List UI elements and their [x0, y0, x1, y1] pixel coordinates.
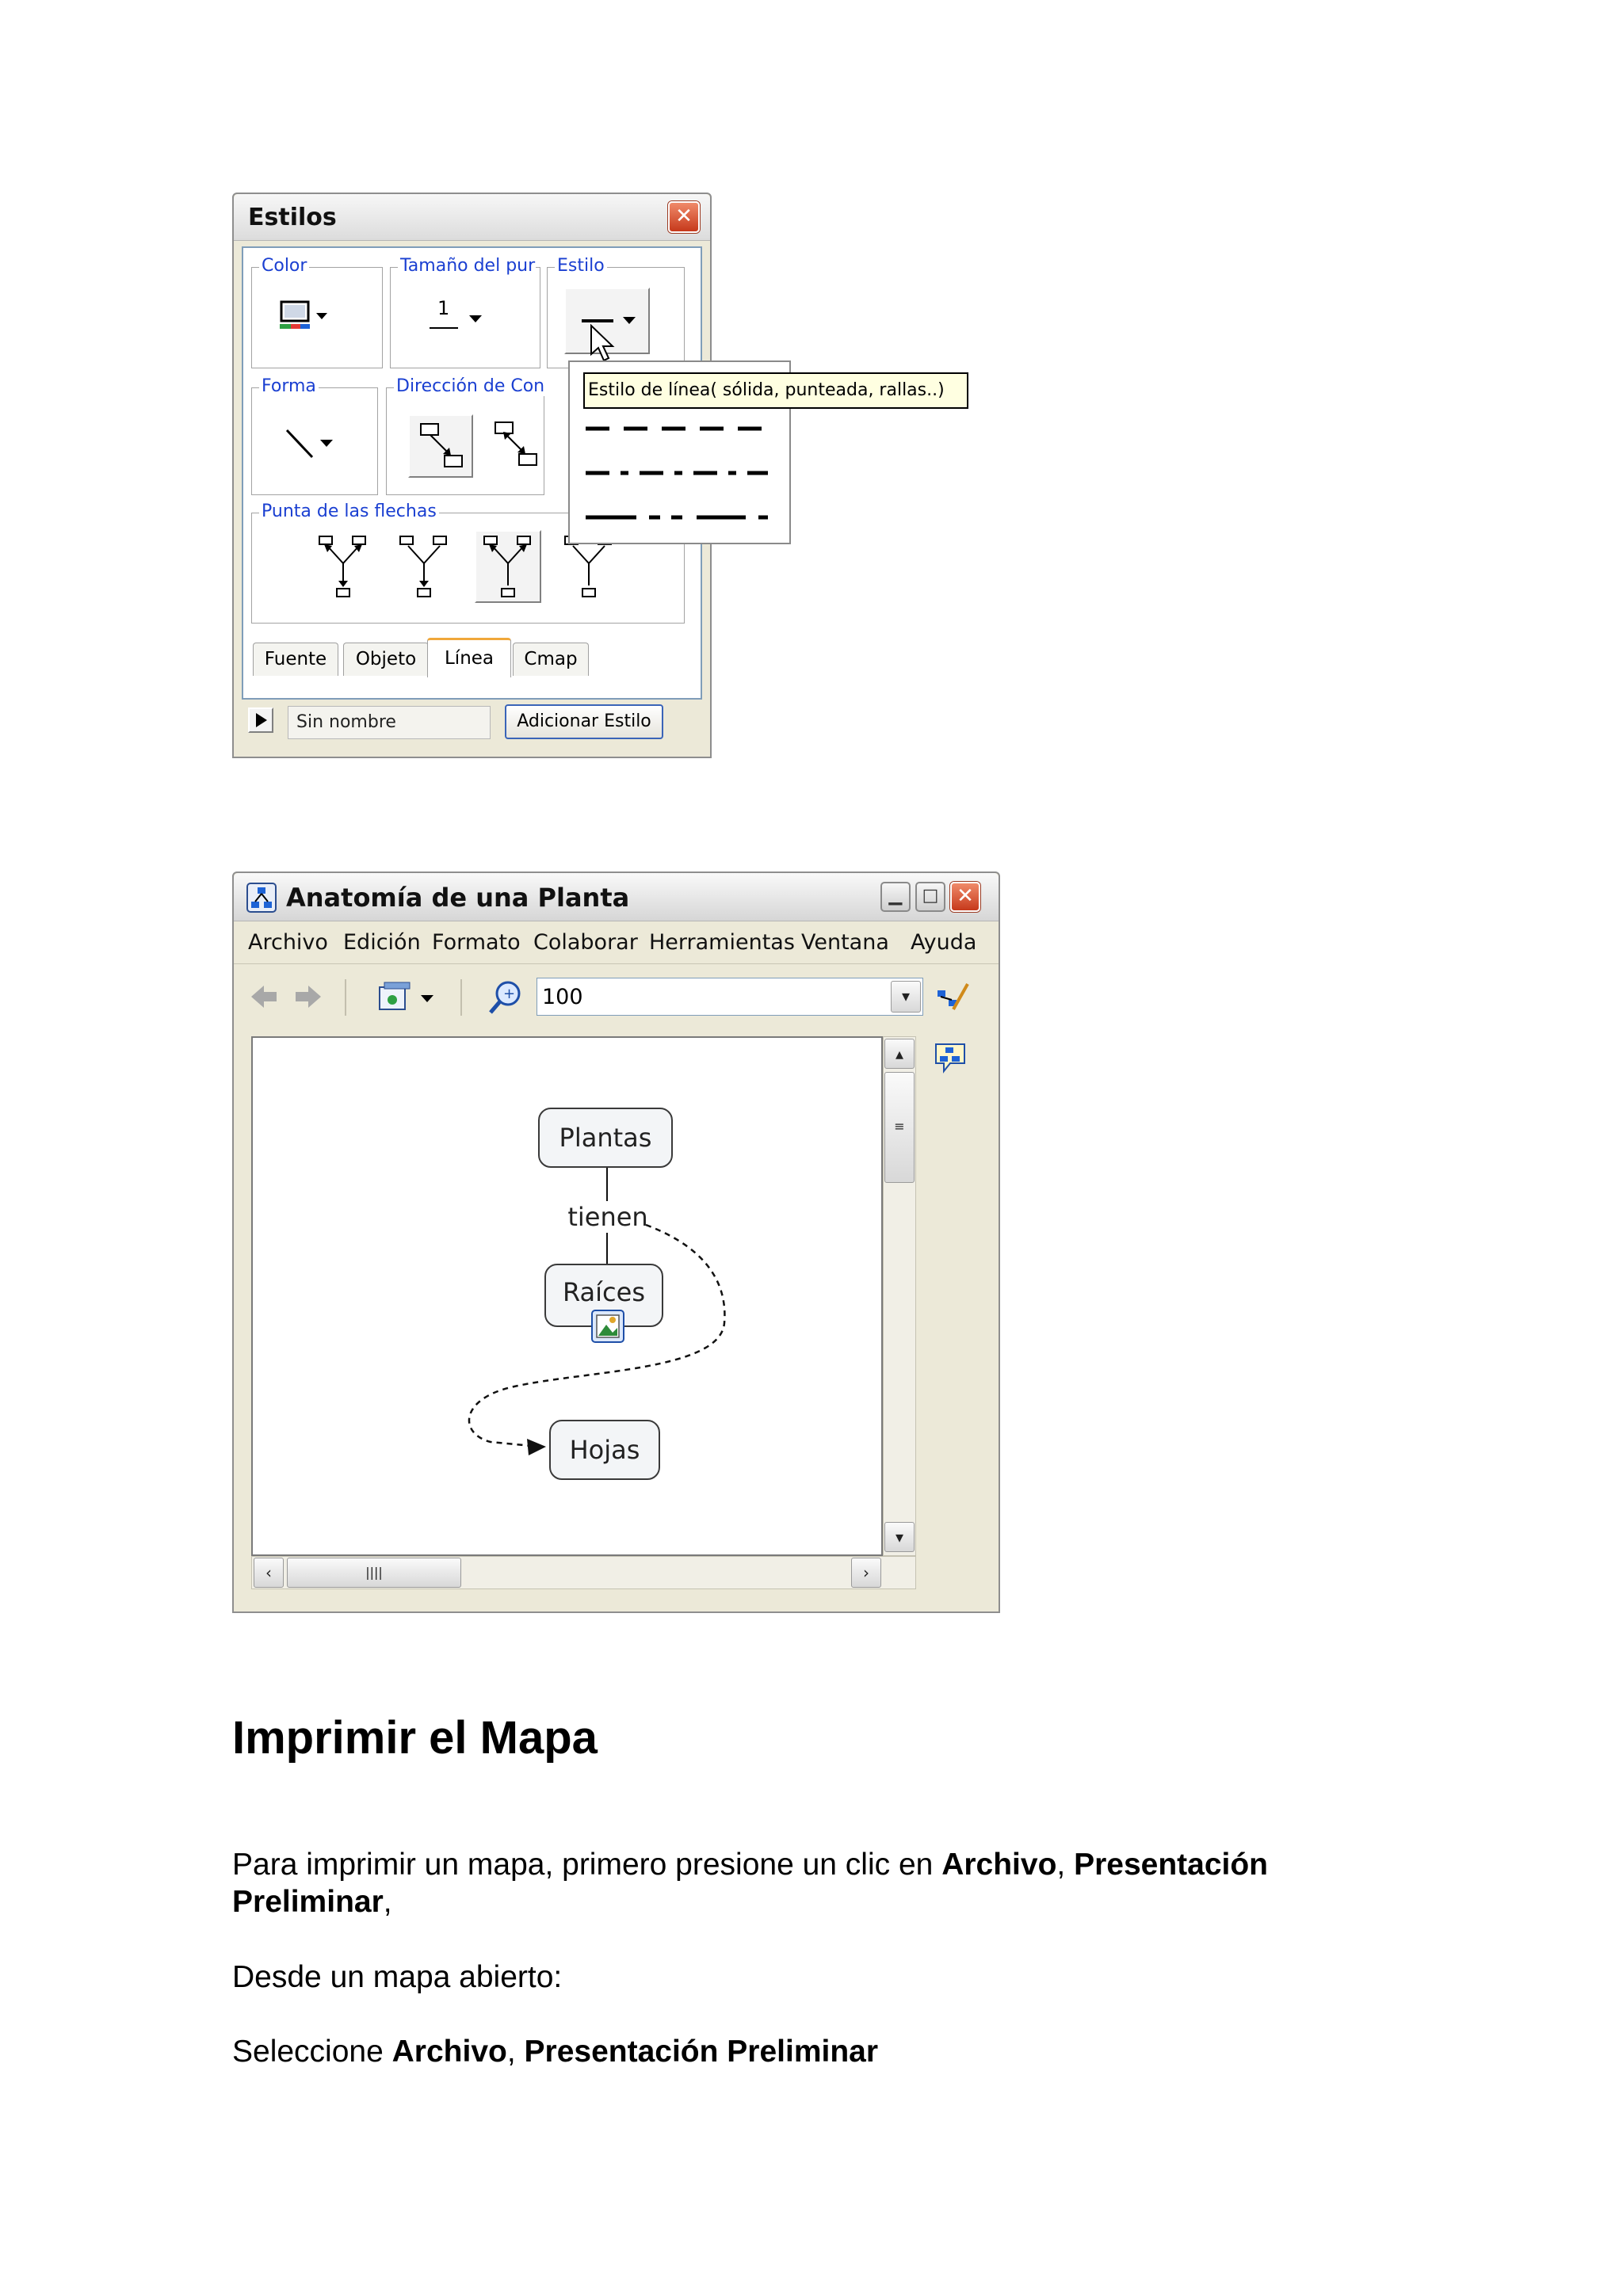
- arrowhead-icon: [315, 533, 372, 601]
- arrowhead-icon: [395, 533, 453, 601]
- menu-formato[interactable]: Formato: [432, 930, 521, 955]
- tab-fuente[interactable]: Fuente: [253, 643, 338, 676]
- shape-group-label: Forma: [259, 376, 319, 396]
- bold-archivo: Archivo: [391, 2035, 507, 2069]
- close-icon[interactable]: ✕: [668, 201, 700, 233]
- concept-node-hojas[interactable]: Hojas: [549, 1420, 660, 1480]
- minimize-icon[interactable]: ▁: [880, 882, 911, 912]
- close-icon[interactable]: ✕: [950, 882, 980, 912]
- maximize-icon[interactable]: □: [915, 882, 945, 912]
- section-heading: Imprimir el Mapa: [232, 1712, 598, 1764]
- cmap-titlebar[interactable]: [234, 873, 999, 921]
- menu-colaborar[interactable]: Colaborar: [533, 930, 638, 955]
- image-resource-icon[interactable]: [590, 1309, 625, 1344]
- menu-ventana[interactable]: Ventana: [801, 930, 889, 955]
- cmap-app-icon: [246, 883, 277, 913]
- window-title: Anatomía de una Planta: [286, 883, 630, 913]
- estilos-title: Estilos: [248, 204, 337, 231]
- vertical-scrollbar[interactable]: [883, 1036, 916, 1556]
- edit-style-icon[interactable]: [936, 979, 971, 1014]
- window-view-icon: [375, 979, 441, 1016]
- text-run: ,: [1056, 1848, 1075, 1882]
- view-dropdown[interactable]: [375, 979, 441, 1016]
- paragraph-select: [232, 2033, 1421, 2070]
- monitor-color-icon: [275, 294, 338, 341]
- arrowhead-all-button[interactable]: [315, 533, 372, 601]
- chevron-down-icon: [621, 315, 637, 326]
- scroll-down-icon[interactable]: ▾: [884, 1522, 915, 1552]
- arrowhead-up-button[interactable]: [475, 530, 541, 603]
- zoom-combobox[interactable]: [537, 978, 923, 1016]
- connector-direction-icon: [489, 414, 546, 475]
- scroll-left-icon[interactable]: ‹: [254, 1558, 284, 1588]
- text-run: Para imprimir un mapa, primero presione un clic en: [232, 1848, 942, 1882]
- add-style-button[interactable]: Adicionar Estilo: [505, 704, 663, 739]
- collaboration-icon[interactable]: [933, 1039, 968, 1074]
- chevron-down-icon: [468, 313, 483, 324]
- style-group-label: Estilo: [555, 256, 607, 276]
- mouse-cursor-icon: [590, 324, 621, 365]
- estilos-titlebar[interactable]: [234, 194, 710, 241]
- toolbar-divider: [345, 979, 346, 1016]
- arrowhead-group-label: Punta de las flechas: [259, 502, 439, 521]
- horizontal-scrollbar[interactable]: [251, 1556, 916, 1589]
- cmap-window: [232, 871, 1000, 1613]
- diagonal-line-icon: [279, 422, 350, 470]
- color-group-label: Color: [259, 256, 309, 276]
- svg-text:+: +: [503, 986, 516, 1002]
- bold-presentacion-preliminar: Presentación Preliminar: [232, 1848, 1269, 1919]
- concept-node-plantas[interactable]: Plantas: [538, 1108, 673, 1168]
- play-arrow-icon: [250, 709, 272, 731]
- forward-arrow-icon[interactable]: [292, 982, 324, 1011]
- text-run: ,: [506, 2035, 525, 2069]
- menu-herramientas[interactable]: Herramientas: [649, 930, 795, 955]
- style-name-field[interactable]: Sin nombre: [288, 706, 491, 739]
- toolbar-divider: [460, 979, 462, 1016]
- zoom-value: 100: [542, 985, 583, 1009]
- scroll-up-icon[interactable]: ▴: [884, 1039, 915, 1069]
- tab-cmap[interactable]: Cmap: [513, 643, 589, 676]
- tab-objeto[interactable]: Objeto: [343, 643, 429, 676]
- bold-archivo: Archivo: [941, 1848, 1057, 1882]
- text-run: ,: [383, 1885, 392, 1919]
- color-picker-button[interactable]: [275, 294, 338, 341]
- menu-ayuda[interactable]: Ayuda: [911, 930, 977, 955]
- connector-direction-icon: [410, 416, 472, 476]
- map-canvas[interactable]: [251, 1036, 883, 1556]
- size-group-label: Tamaño del pur: [398, 256, 536, 276]
- chevron-down-icon[interactable]: ▾: [891, 981, 921, 1013]
- bold-presentacion-preliminar: Presentación Preliminar: [524, 2035, 879, 2069]
- shape-dropdown[interactable]: [279, 422, 350, 470]
- paragraph-open-map: Desde un mapa abierto:: [232, 1960, 563, 1994]
- menu-bar: [234, 922, 999, 964]
- concept-node-raices[interactable]: Raíces: [544, 1264, 663, 1327]
- size-dropdown[interactable]: [430, 296, 501, 343]
- tab-linea[interactable]: Línea: [427, 638, 511, 677]
- arrowhead-icon: [479, 533, 537, 601]
- scroll-right-icon[interactable]: ›: [851, 1558, 881, 1588]
- vertical-scroll-thumb[interactable]: ≡: [884, 1072, 915, 1183]
- linking-phrase-tienen[interactable]: tienen: [567, 1202, 648, 1232]
- size-line: [430, 327, 458, 329]
- toolbar: [234, 965, 999, 1028]
- direction-up-left-button[interactable]: [489, 414, 546, 478]
- line-style-tooltip: Estilo de línea( sólida, punteada, rallas..): [583, 372, 968, 409]
- direction-down-right-button[interactable]: [408, 414, 473, 478]
- zoom-icon[interactable]: [487, 978, 525, 1016]
- line-style-button[interactable]: [564, 288, 650, 354]
- paragraph-print-intro: [232, 1846, 1421, 1920]
- menu-archivo[interactable]: Archivo: [248, 930, 328, 955]
- solid-line-icon: [582, 319, 613, 322]
- horizontal-scroll-thumb[interactable]: ||||: [287, 1558, 461, 1588]
- back-arrow-icon[interactable]: [248, 982, 280, 1011]
- arrowhead-down-button[interactable]: [395, 533, 453, 601]
- size-value: 1: [437, 297, 450, 319]
- menu-edicion[interactable]: Edición: [343, 930, 421, 955]
- expand-arrow-button[interactable]: [248, 707, 273, 733]
- text-run: Seleccione: [232, 2035, 392, 2069]
- direction-group-label: Dirección de Con: [394, 376, 549, 396]
